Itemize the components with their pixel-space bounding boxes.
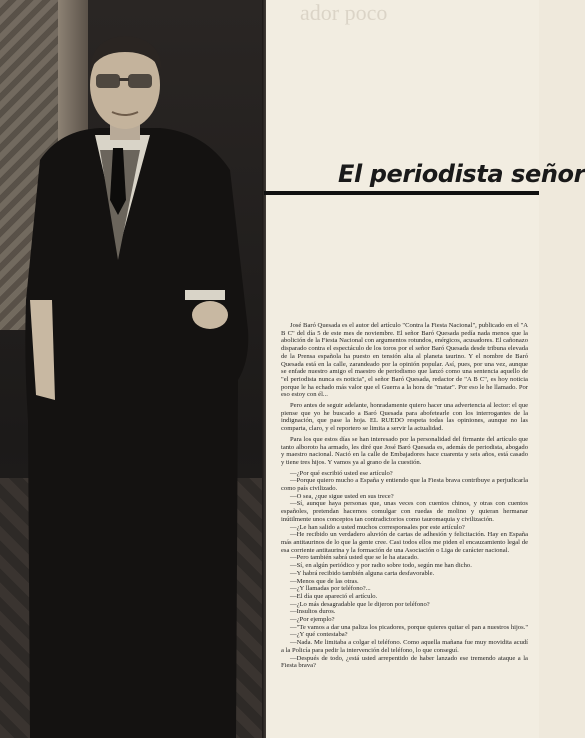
article-paragraph: Para los que estos días se han interesado por la personalidad del firmante del artículo que tanto alboroto ha armado, les diré que José Baró Quesada es, además de periodista, abogado y maestro nacional. Nació en la calle de Embajadores hace cuarenta y seis años, está casado y tiene tres hijos. Y vamos ya al grano de la cuestión.: [281, 435, 528, 466]
interview-line: —Porque quiero mucho a España y entiendo que la Fiesta brava contribuye a perjudicarla como país civilizado.: [281, 477, 528, 493]
interview-line: —¿Por ejemplo?: [290, 616, 335, 624]
interview-line: —Pero también sabrá usted que se le ha atacado.: [290, 554, 419, 562]
interview-line: —¿Por qué escribió usted ese artículo?: [290, 469, 393, 477]
interview-line: —Nada. Me limitaba a colgar el teléfono. Como aquella mañana fue muy movidita acudí a la Policía para pedir la intervención del teléfono, lo que conseguí.: [281, 639, 528, 654]
bleed-through-text: ador poco: [300, 0, 388, 25]
interview-line: —Sí, aunque haya personas que, unas veces con cuentos chinos, y otras con cuentos españoles, pretendan hacernos comulgar con ruedas de molino y quieran hermanar inútilmente unos conceptos tan contradictorios como tauromaquia y civilización.: [281, 500, 528, 523]
interview-line: —Insultos duros.: [290, 608, 336, 616]
interview-line: —Sí, en algún periódico y por radio sobre todo, según me han dicho.: [290, 562, 472, 570]
interview-line: —Menos que de las otras.: [290, 577, 359, 585]
title-rule: [264, 191, 539, 195]
interview-line: —¿Y qué contestaba?: [290, 631, 348, 639]
interview-line: —He recibido un verdadero aluvión de cartas de adhesión y felicitación. Hay en España más antitaurinos de lo que la gente cree. Casi todos ellos me piden el encauzamiento legal de esa corriente antitaurina y la formación de una Asociación o Liga de carácter nacional.: [281, 531, 528, 554]
portrait-photo: [0, 0, 266, 738]
man-in-suit-figure: [0, 0, 266, 738]
interview-line: —O sea, ¿que sigue usted en sus trece?: [290, 492, 394, 500]
article-paragraph: Pero antes de seguir adelante, honradamente quiero hacer una advertencia al lector: el que piense que yo he buscado a Baró Quesada para abofetearle con los interrogantes de la indignación, que pase la hoja. EL RUEDO respeta todas las opiniones, aunque no las comparta, claro, y el reportero se limita a servir la actualidad.: [281, 402, 528, 433]
interview-line: —Después de todo, ¿está usted arrepentido de haber lanzado ese tremendo ataque a la Fiesta brava?: [281, 654, 528, 670]
article-body: [281, 322, 528, 670]
interview-line: —¿Y llamadas por teléfono?...: [290, 585, 371, 593]
article-paragraph: José Baró Quesada es el autor del artículo "Contra la Fiesta Nacional", publicado en el "A B C" del día 5 de este mes de noviembre. El señor Baró Quesada pedía nada menos que la abolición de la Fiesta Nacional con argumentos rotundos, enérgicos, acusadores. El cañonazo disparado contra el espectáculo de los toros por el señor Baró Quesada desde tribuna elevada de la Prensa española ha puesto en tensión alta al planeta taurino. Y el nombre de Baró Quesada está en la calle, zarandeado por la opinión popular. Así, pues, por una vez, aunque se enfade nuestro amigo el maestro de periodismo que lanzó como una sentencia aquello de "el periodista nunca es noticia", el señor Baró Quesada, redactor de "A B C", es hoy noticia porque le ha echado más valor que el Guerra a la hora de "matar". Por eso le he llamado. Por eso estoy con él...: [281, 322, 528, 399]
interview-line: —El día que apareció el artículo.: [290, 592, 378, 600]
article-title: El periodista señor: [338, 160, 585, 188]
interview-line: —¿Lo más desagradable que le dijeron por teléfono?: [290, 600, 430, 608]
interview-line: —"Te vamos a dar una paliza los picadores, porque quieres quitar el pan a nuestros hijos.": [290, 623, 529, 631]
interview-line: —Y habrá recibido también alguna carta desfavorable.: [290, 569, 435, 577]
interview-line: —¿Le han salido a usted muchos corresponsales por este artículo?: [290, 523, 465, 531]
